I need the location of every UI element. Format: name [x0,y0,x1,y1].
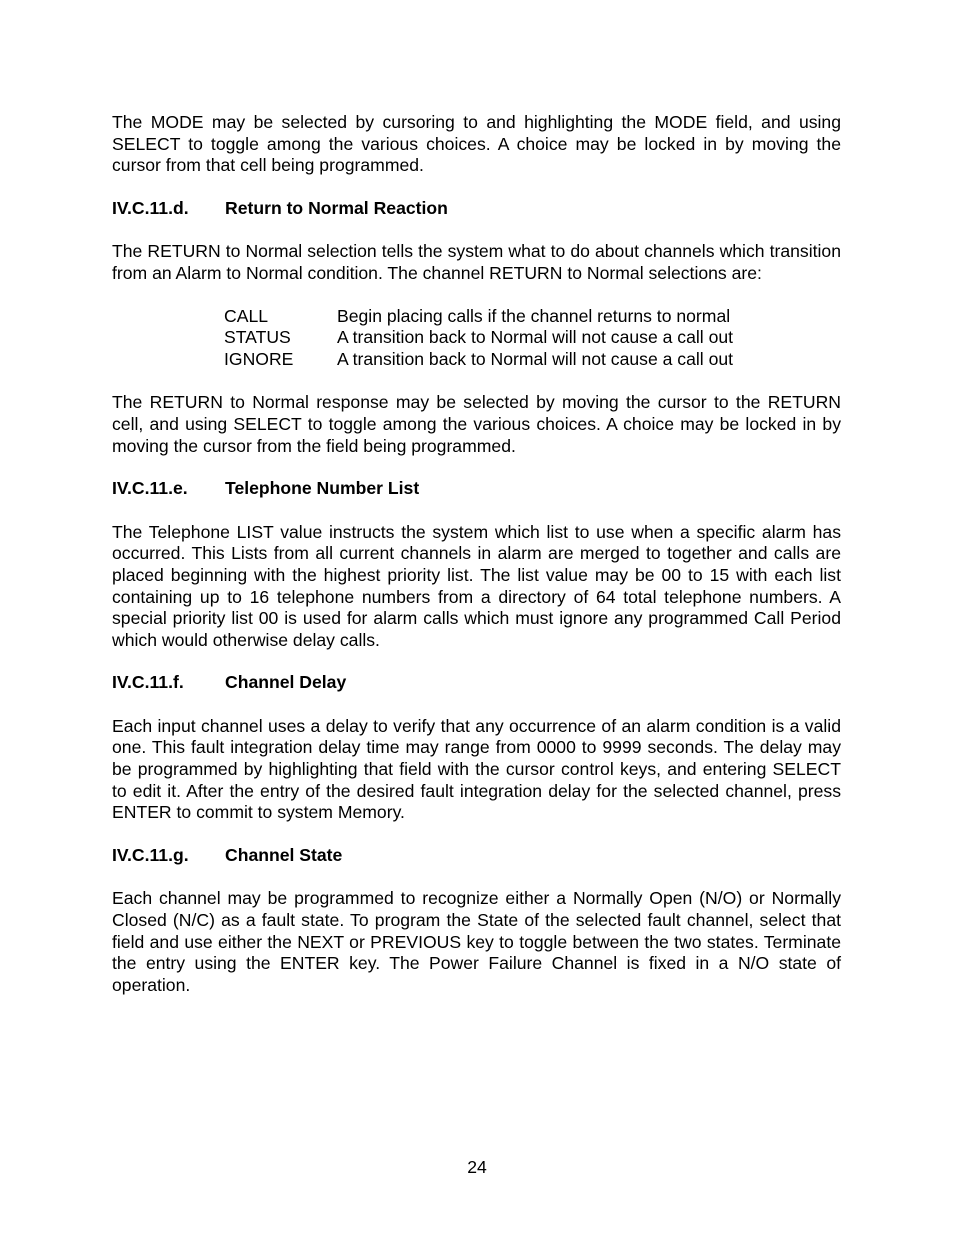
mode-paragraph: The MODE may be selected by cursoring to and highlighting the MODE field, and using SELECT to toggle among the various choices. A choice may be locked in by moving the cursor from that cell being programmed. [112,112,841,176]
telephone-paragraph: The Telephone LIST value instructs the system which list to use when a specific alarm has occurred. This Lists from all current channels in alarm are merged to together and calls are placed beginning with the highest priority list. The list value may be 00 to 15 with each list containing up to 16 telephone numbers from a directory of 64 total telephone numbers. A special priority list 00 is used for alarm calls which must ignore any programmed Call Period which would otherwise delay calls. [112,521,841,650]
option-term: IGNORE [224,348,294,369]
section-heading-return-to-normal [112,198,841,220]
page-content [112,112,841,996]
option-description: A transition back to Normal will not cause a call out [337,327,734,348]
return-options-list [224,306,841,371]
option-term: STATUS [224,327,291,348]
section-heading-telephone-number-list [112,478,841,500]
section-title: Telephone Number List [225,478,420,499]
page-number: 24 [467,1157,487,1177]
option-description: Begin placing calls if the channel returns to normal [337,305,731,326]
section-number: IV.C.11.e. [112,478,188,499]
option-description: A transition back to Normal will not cause a call out [337,348,734,369]
state-paragraph: Each channel may be programmed to recognize either a Normally Open (N/O) or Normally Closed (N/C) as a fault state. To program the State of the selected fault channel, select that field and use either the NEXT or PREVIOUS key to toggle between the two states. Terminate the entry using the ENTER key. The Power Failure Channel is fixed in a N/O state of operation. [112,888,841,995]
option-term: CALL [224,305,269,326]
section-number: IV.C.11.d. [112,197,189,218]
list-item [224,306,841,328]
section-number: IV.C.11.f. [112,672,184,693]
section-heading-channel-delay [112,672,841,694]
section-number: IV.C.11.g. [112,844,189,865]
return-intro-paragraph: The RETURN to Normal selection tells the system what to do about channels which transition from an Alarm to Normal condition. The channel RETURN to Normal selections are: [112,241,841,283]
return-select-paragraph: The RETURN to Normal response may be selected by moving the cursor to the RETURN cell, and using SELECT to toggle among the various choices. A choice may be locked in by moving the cursor from the field being programmed. [112,392,841,456]
section-heading-channel-state [112,845,841,867]
section-title: Channel Delay [225,672,347,693]
section-title: Channel State [225,844,343,865]
list-item [224,349,841,371]
delay-paragraph: Each input channel uses a delay to verify that any occurrence of an alarm condition is a valid one. This fault integration delay time may range from 0000 to 9999 seconds. The delay may be programmed by highlighting that field with the cursor control keys, and entering SELECT to edit it. After the entry of the desired fault integration delay for the selected channel, press ENTER to commit to system Memory. [112,715,841,823]
section-title: Return to Normal Reaction [225,197,448,218]
list-item [224,327,841,349]
